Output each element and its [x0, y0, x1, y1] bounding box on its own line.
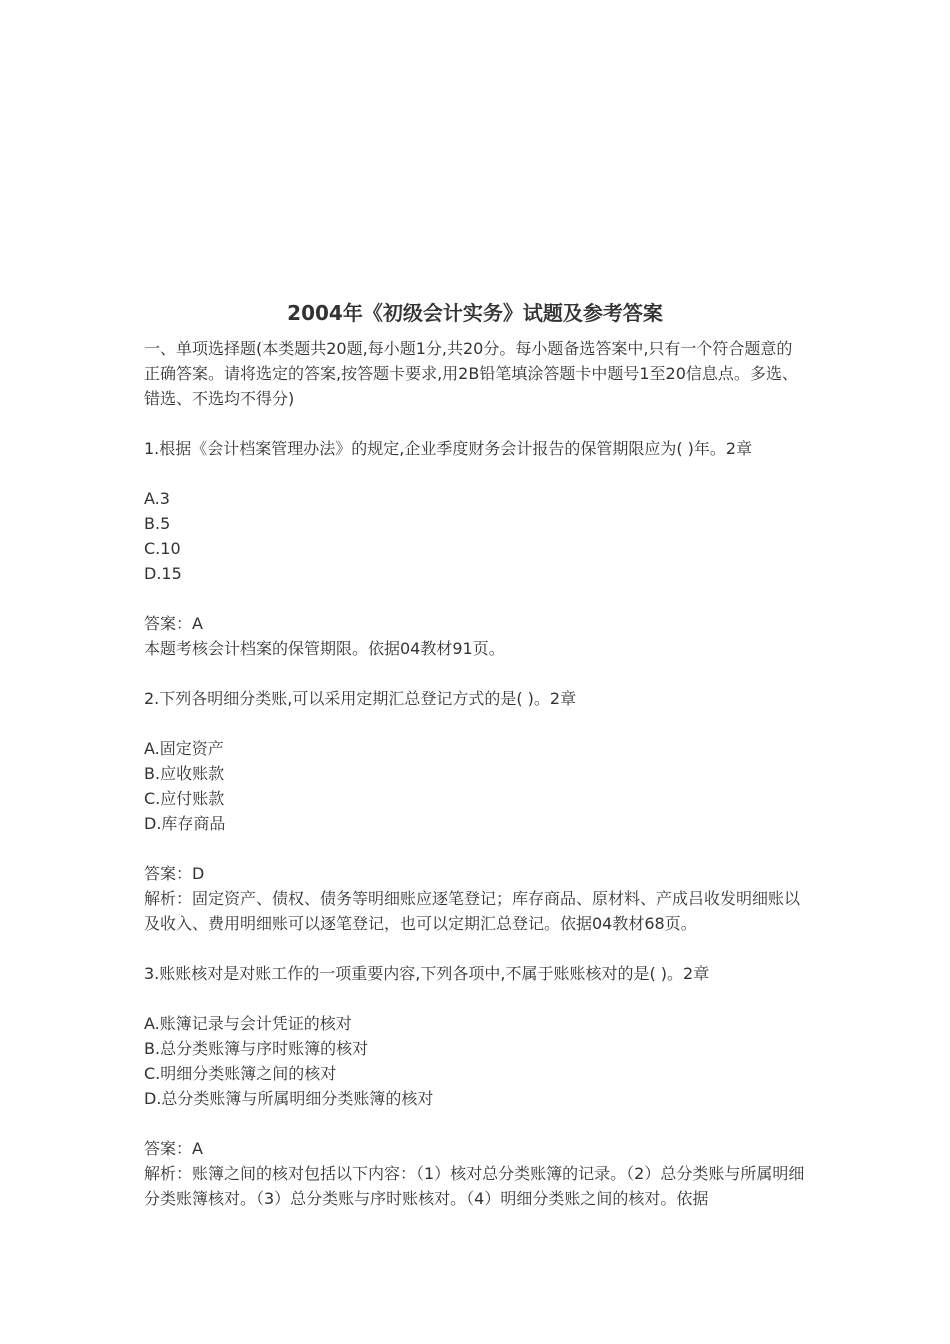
spacer: [144, 411, 806, 436]
option-b: B.应收账款: [144, 764, 225, 783]
option-c: C.明细分类账簿之间的核对: [144, 1064, 337, 1083]
option-d: D.15: [144, 564, 182, 583]
explanation: 解析：固定资产、债权、债务等明细账应逐笔登记；库存商品、原材料、产成吕收发明细账以及收入、费用明细账可以逐笔登记，也可以定期汇总登记。依据04教材68页。: [144, 889, 801, 933]
question-stem: 3.账账核对是对账工作的一项重要内容,下列各项中,不属于账账核对的是( )。2章: [144, 964, 710, 983]
option-a: A.3: [144, 489, 170, 508]
answer: 答案：A: [144, 1139, 203, 1158]
question-1: [144, 436, 806, 661]
spacer: [144, 461, 806, 486]
option-b: B.总分类账簿与序时账簿的核对: [144, 1039, 369, 1058]
question-stem: 1.根据《会计档案管理办法》的规定,企业季度财务会计报告的保管期限应为( )年。2章: [144, 439, 753, 458]
option-c: C.10: [144, 539, 181, 558]
option-a: A.固定资产: [144, 739, 224, 758]
answer: 答案：A: [144, 614, 203, 633]
section-intro: 一、单项选择题(本类题共20题,每小题1分,共20分。每小题备选答案中,只有一个符合题意的正确答案。请将选定的答案,按答题卡要求,用2B铅笔填涂答题卡中题号1至20信息点。多选、错选、不选均不得分): [144, 339, 798, 408]
explanation: 解析：账簿之间的核对包括以下内容：（1）核对总分类账簿的记录。（2）总分类账与所属明细分类账簿核对。（3）总分类账与序时账核对。（4）明细分类账之间的核对。依据: [144, 1164, 805, 1208]
answer: 答案：D: [144, 864, 205, 883]
spacer: [144, 661, 806, 686]
option-a: A.账簿记录与会计凭证的核对: [144, 1014, 352, 1033]
explanation: 本题考核会计档案的保管期限。依据04教材91页。: [144, 639, 505, 658]
option-d: D.总分类账簿与所属明细分类账簿的核对: [144, 1089, 434, 1108]
option-c: C.应付账款: [144, 789, 225, 808]
spacer: [144, 836, 806, 861]
spacer: [144, 986, 806, 1011]
spacer: [144, 936, 806, 961]
question-3: [144, 961, 806, 1211]
spacer: [144, 1111, 806, 1136]
spacer: [144, 586, 806, 611]
document-page: [144, 298, 806, 1211]
question-stem: 2.下列各明细分类账,可以采用定期汇总登记方式的是( )。2章: [144, 689, 577, 708]
document-title: 2004年《初级会计实务》试题及参考答案: [287, 301, 663, 325]
spacer: [144, 711, 806, 736]
option-d: D.库存商品: [144, 814, 226, 833]
option-b: B.5: [144, 514, 171, 533]
question-2: [144, 686, 806, 936]
